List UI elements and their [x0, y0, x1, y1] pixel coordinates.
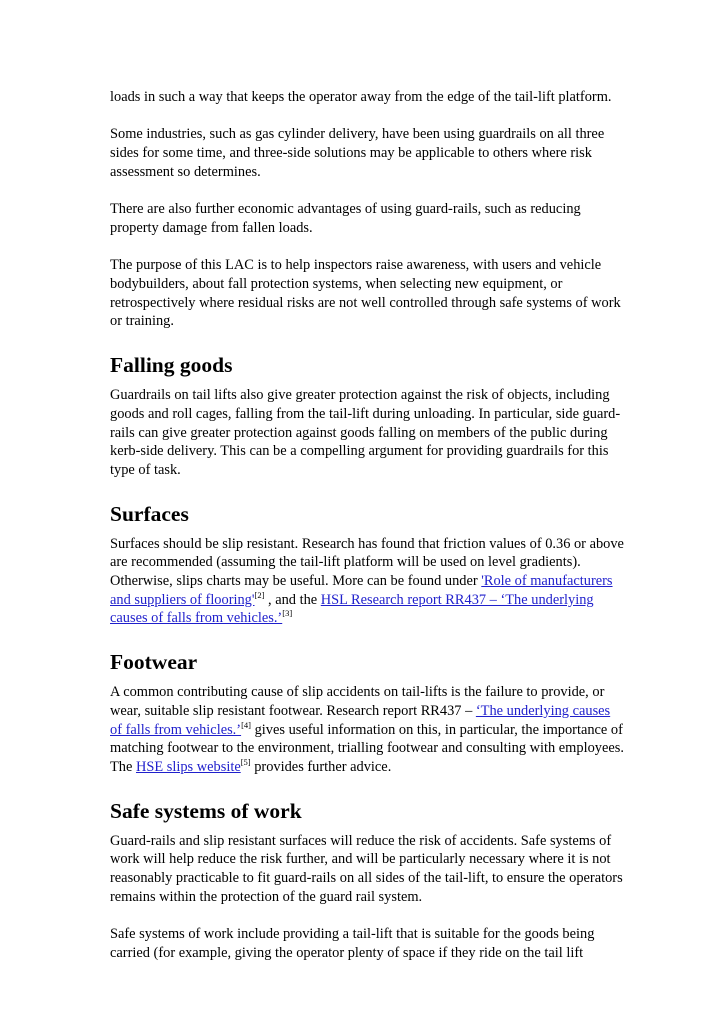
falling-goods-paragraph: Guardrails on tail lifts also give greater protection against the risk of objects, including goods and roll cages, falling from the tail-lift during unloading. In particular, side guard-rails can give greater protection against goods falling on members of the public during kerb-side delivery. This can be a compelling argument for providing guardrails for this type of task. [110, 387, 621, 478]
heading-safe-systems: Safe systems of work [110, 798, 302, 823]
footwear-text-1: A common contributing cause of slip accidents on tail-lifts is the failure to provide, or wear, suitable slip resistant footwear. Research report RR437 – [110, 684, 605, 719]
surfaces-paragraph [110, 535, 625, 629]
page-content [110, 88, 625, 981]
safe-systems-paragraph-1: Guard-rails and slip resistant surfaces will reduce the risk of accidents. Safe systems of work will help reduce the risk further, and will be particularly necessary where it is not reasonably practicable to fit guard-rails on all sides of the tail-lift, to ensure the operators remains within the protection of the guard rail system. [110, 832, 623, 905]
footnote-ref-5: [5] [240, 756, 251, 767]
footnote-ref-2: [2] [254, 589, 265, 600]
intro-paragraph-3: There are also further economic advantages of using guard-rails, such as reducing property damage from fallen loads. [110, 201, 581, 236]
heading-surfaces: Surfaces [110, 501, 189, 526]
intro-paragraph-1: loads in such a way that keeps the operator away from the edge of the tail-lift platform. [110, 89, 612, 105]
surfaces-text-1: Surfaces should be slip resistant. Research has found that friction values of 0.36 or above are recommended (assuming the tail-lift platform will be used on level gradients). Otherwise, slips charts may be useful. More can be found under [110, 535, 624, 590]
heading-footwear: Footwear [110, 650, 198, 675]
underlying-causes-link[interactable]: ‘The underlying causes of falls from vehicles.’ [110, 702, 611, 738]
hsl-report-link[interactable]: HSL Research report RR437 – ‘The underlying causes of falls from vehicles.’ [110, 591, 594, 627]
footwear-text-3: provides further advice. [250, 758, 392, 775]
footnote-ref-3: [3] [282, 608, 293, 619]
surfaces-text-2: , and the [264, 591, 321, 608]
footwear-text-2: gives useful information on this, in particular, the importance of matching footwear to the environment, trialling footwear and consulting with employees. The [110, 721, 624, 775]
flooring-link[interactable]: 'Role of manufacturers and suppliers of flooring' [110, 573, 613, 608]
footnote-ref-4: [4] [241, 719, 251, 730]
intro-paragraph-4: The purpose of this LAC is to help inspectors raise awareness, with users and vehicle bodybuilders, about fall protection systems, when selecting new equipment, or retrospectively where residual risks are not well controlled through safe systems of work or training. [110, 257, 621, 330]
intro-paragraph-2: Some industries, such as gas cylinder delivery, have been using guardrails on all three sides for some time, and three-side solutions may be applicable to others where risk assessment so determines. [110, 126, 605, 180]
safe-systems-paragraph-2: Safe systems of work include providing a tail-lift that is suitable for the goods being carried (for example, giving the operator plenty of space if they ride on the tail lift [110, 926, 595, 961]
heading-falling-goods: Falling goods [110, 353, 233, 378]
footwear-paragraph [110, 683, 625, 777]
hse-slips-link[interactable]: HSE slips website [135, 758, 241, 775]
